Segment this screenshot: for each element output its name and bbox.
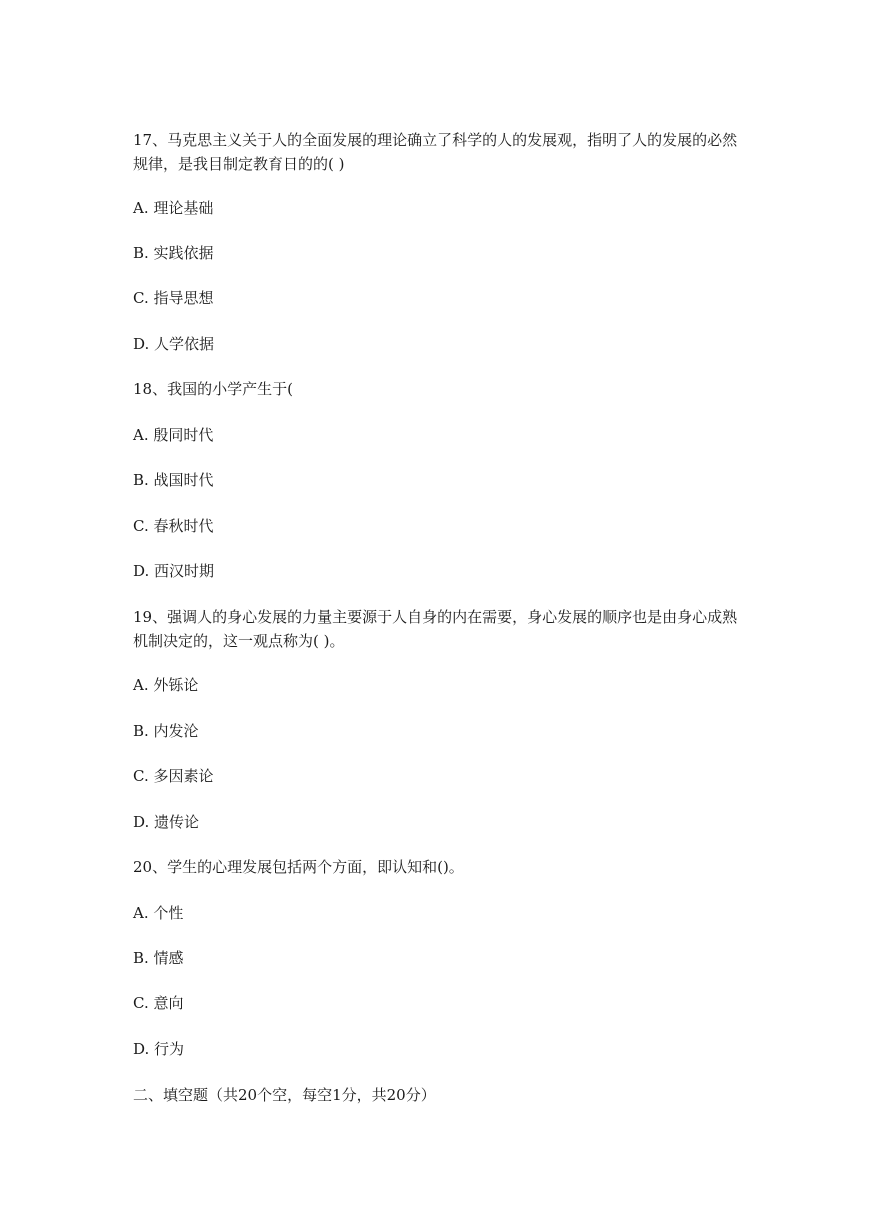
- question-17-option-a: A. 理论基础: [133, 199, 214, 217]
- question-18-option-c: C. 春秋时代: [133, 517, 214, 535]
- question-18-stem: 18、我国的小学产生于(: [133, 380, 293, 398]
- question-17-stem: 17、马克思主义关于人的全面发展的理论确立了科学的人的发展观，指明了人的发展的必然规律，是我目制定教育日的的( ): [133, 131, 738, 173]
- question-20-stem: 20、学生的心理发展包括两个方面，即认知和()。: [133, 858, 464, 876]
- question-19-stem: 19、强调人的身心发展的力量主要源于人自身的内在需要，身心发展的顺序也是由身心成熟机制决定的，这一观点称为( )。: [133, 608, 738, 650]
- question-18-option-b: B. 战国时代: [133, 471, 214, 489]
- question-20-option-d: D. 行为: [133, 1040, 185, 1058]
- question-17-option-d: D. 人学依据: [133, 335, 215, 353]
- question-19-option-d: D. 遗传论: [133, 813, 200, 831]
- question-17-option-c: C. 指导思想: [133, 289, 214, 307]
- question-19-option-c: C. 多因素论: [133, 767, 214, 785]
- question-19-option-a: A. 外铄论: [133, 676, 199, 694]
- question-19-option-b: B. 内发沦: [133, 722, 199, 740]
- question-18-option-a: A. 殷同时代: [133, 426, 214, 444]
- question-20-option-c: C. 意向: [133, 994, 184, 1012]
- question-20-option-b: B. 情感: [133, 949, 184, 967]
- question-20-option-a: A. 个性: [133, 904, 184, 922]
- question-17-option-b: B. 实践依据: [133, 244, 214, 262]
- section-heading-fill-in-blank: 二、填空题（共20个空，每空1分，共20分）: [133, 1086, 436, 1104]
- question-18-option-d: D. 西汉时期: [133, 562, 215, 580]
